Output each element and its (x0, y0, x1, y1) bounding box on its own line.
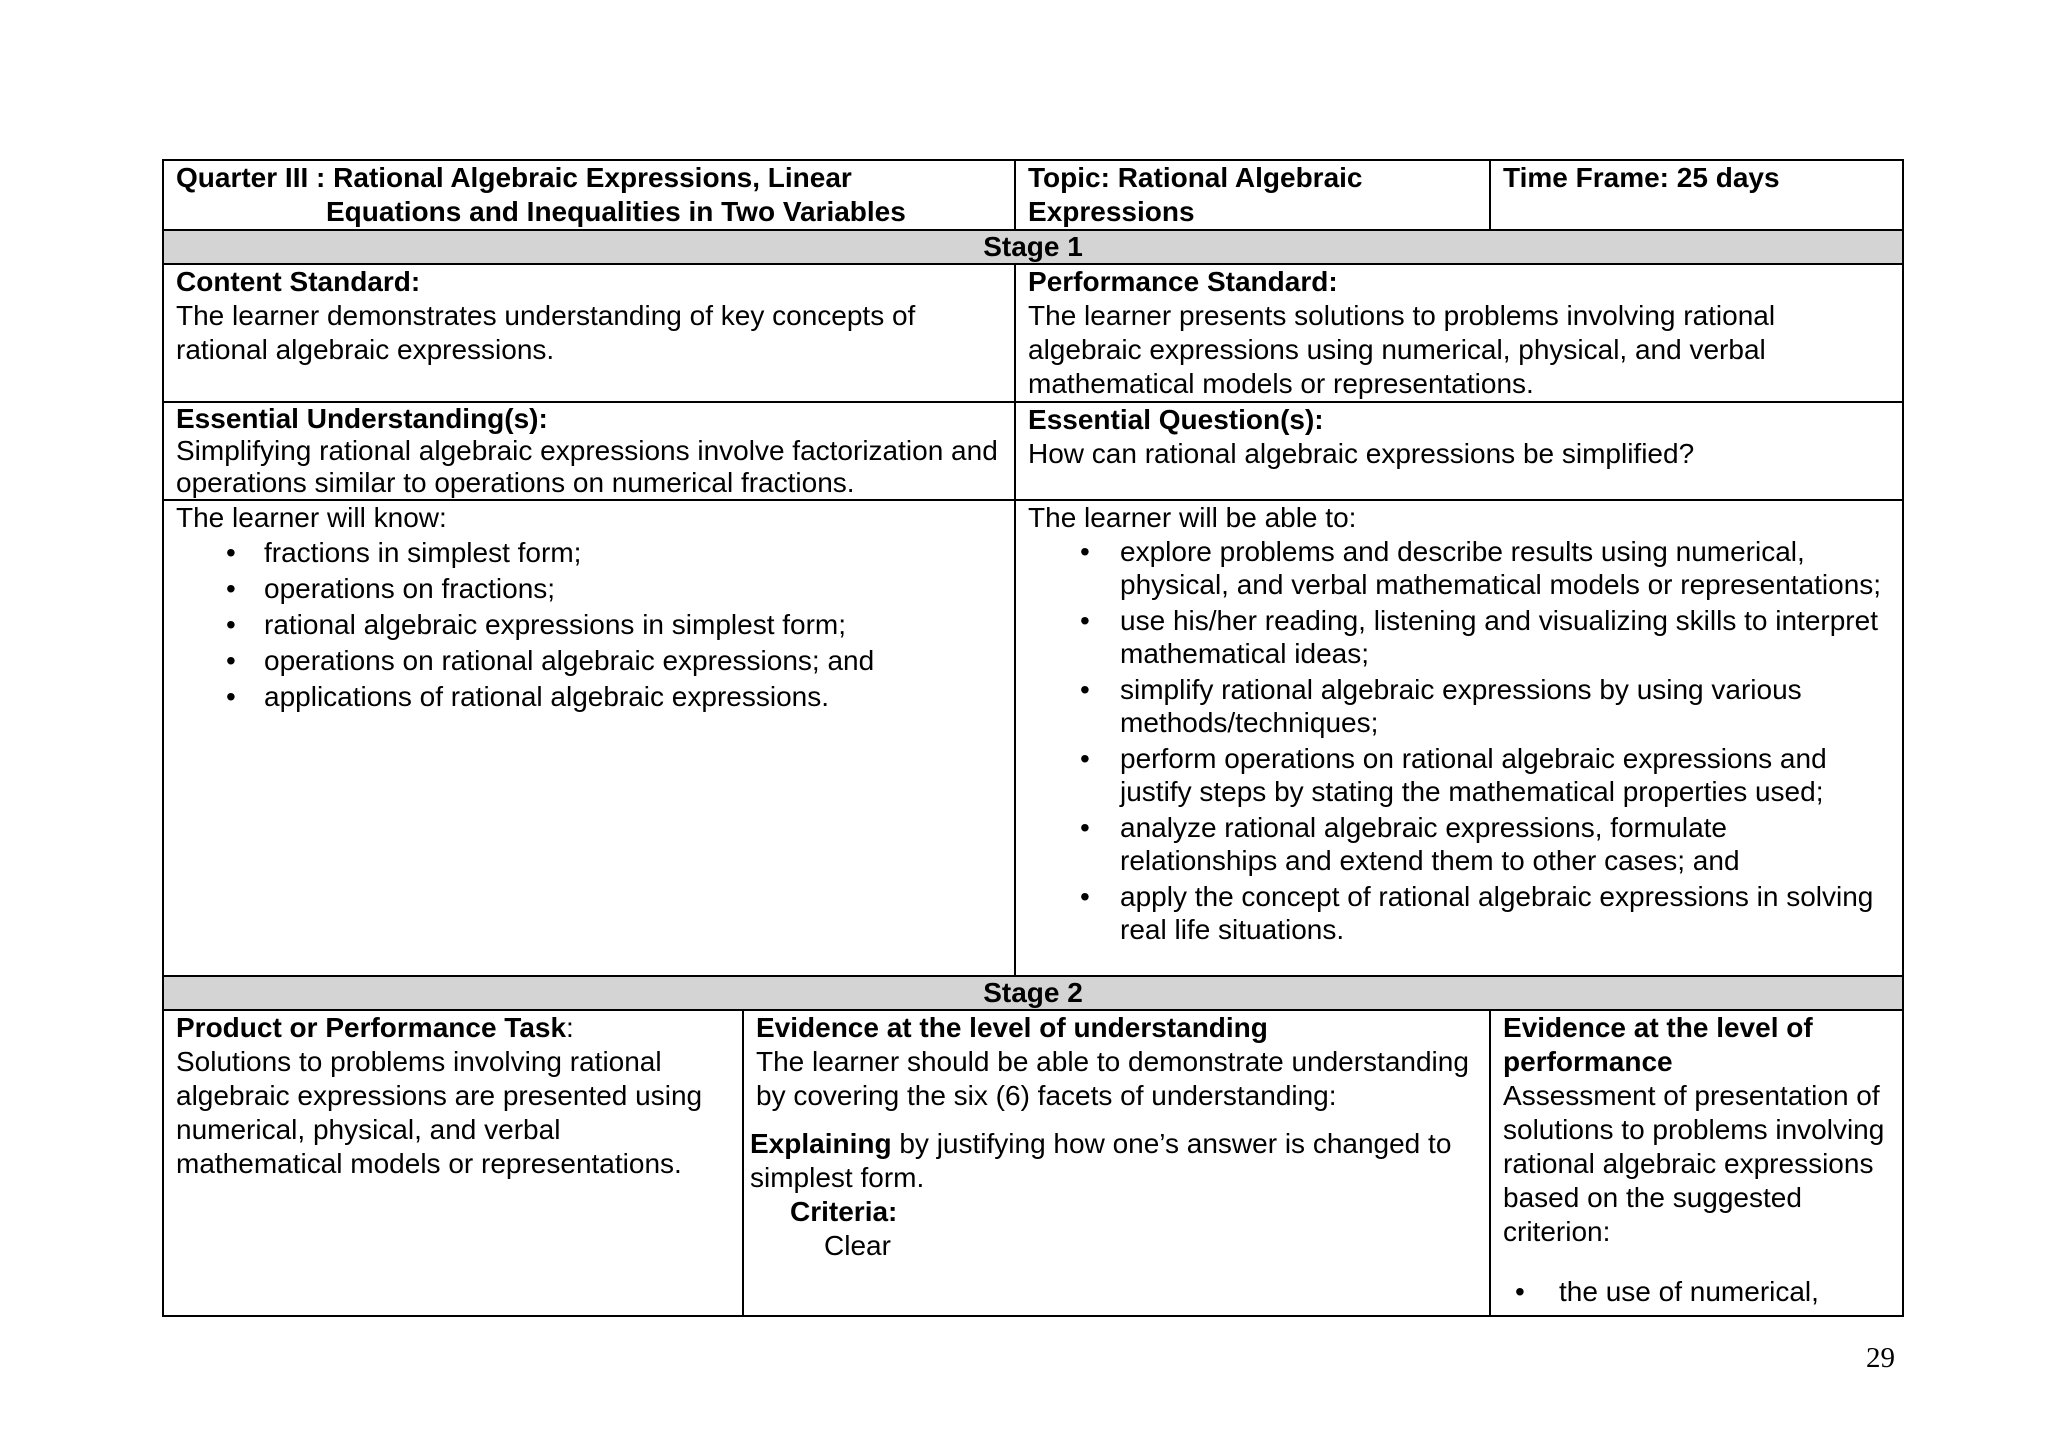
quarter-line-2: Equations and Inequalities in Two Variables (326, 196, 906, 227)
stage1-label: Stage 1 (163, 230, 1903, 264)
list-item: • perform operations on rational algebraic expressions and justify steps by stating the mathematical properties used; (1080, 743, 1827, 807)
quarter-cell (163, 160, 1015, 230)
list-item: • the use of numerical, (1515, 1276, 1819, 1307)
essential-row (163, 402, 1903, 500)
explaining-text: by justifying how one’s answer is changed to simplest form. (750, 1128, 1452, 1193)
product-task-text: Solutions to problems involving rational algebraic expressions are presented using numerical, physical, and verbal mathematical models or representations. (176, 1046, 703, 1179)
list-item: • explore problems and describe results using numerical, physical, and verbal mathematical models or representations; (1080, 536, 1882, 600)
content-standard-title: Content Standard: (176, 266, 421, 297)
evidence-performance-text: Assessment of presentation of solutions to problems involving rational algebraic expressions based on the suggested criterion: (1503, 1080, 1885, 1247)
bullet-icon: • (1080, 812, 1090, 843)
performance-standard-title: Performance Standard: (1028, 266, 1338, 297)
essential-question-text: How can rational algebraic expressions be simplified? (1028, 438, 1695, 469)
bullet-icon: • (226, 609, 236, 640)
learner-know-list (222, 535, 1002, 715)
content-standard-cell (163, 264, 1015, 402)
topic-text: Topic: Rational Algebraic Expressions (1028, 162, 1363, 227)
learner-able-list (1062, 535, 1890, 946)
document-page (162, 159, 1902, 1317)
bullet-icon: • (1080, 743, 1090, 774)
knowledge-skills-row (163, 500, 1903, 976)
bullet-icon: • (226, 573, 236, 604)
list-item: • operations on rational algebraic expressions; and (222, 643, 1002, 679)
page-number: 29 (1866, 1342, 1895, 1374)
bullet-icon: • (226, 645, 236, 676)
list-item: • applications of rational algebraic expressions. (222, 679, 1002, 715)
evidence-performance-cell (1490, 1010, 1903, 1316)
criteria-title: Criteria: (790, 1196, 898, 1227)
list-item: • rational algebraic expressions in simplest form; (222, 607, 1002, 643)
bullet-icon: • (1080, 674, 1090, 705)
stage2-row (163, 976, 1903, 1010)
bullet-icon: • (1515, 1276, 1525, 1307)
learner-know-intro: The learner will know: (176, 502, 447, 533)
essential-understanding-cell (163, 402, 1015, 500)
bullet-icon: • (1080, 605, 1090, 636)
learner-able-intro: The learner will be able to: (1028, 502, 1357, 533)
bullet-icon: • (1080, 536, 1090, 567)
criteria-item: Clear (824, 1230, 891, 1261)
list-item: • fractions in simplest form; (222, 535, 1002, 571)
explaining-paragraph (750, 1127, 1477, 1195)
stage1-row (163, 230, 1903, 264)
list-item: • use his/her reading, listening and visualizing skills to interpret mathematical ideas; (1080, 605, 1878, 669)
learner-know-cell (163, 500, 1015, 976)
time-frame-cell (1490, 160, 1903, 230)
list-item: • operations on fractions; (222, 571, 1002, 607)
performance-standard-text: The learner presents solutions to problems involving rational algebraic expressions using numerical, physical, and verbal mathematical models or representations. (1028, 300, 1776, 399)
product-task-title: Product or Performance Task (176, 1012, 567, 1043)
product-task-colon: : (566, 1012, 574, 1043)
list-item: • analyze rational algebraic expressions, formulate relationships and extend them to other cases; and (1080, 812, 1740, 876)
bullet-icon: • (226, 537, 236, 568)
evidence-understanding-cell (743, 1010, 1490, 1316)
bullet-icon: • (226, 681, 236, 712)
topic-cell (1015, 160, 1490, 230)
content-standard-text: The learner demonstrates understanding of key concepts of rational algebraic expressions. (176, 300, 916, 365)
evidence-row (163, 1010, 1903, 1316)
stage2-label: Stage 2 (163, 976, 1903, 1010)
product-task-cell (163, 1010, 743, 1316)
performance-standard-cell (1015, 264, 1903, 402)
header-row (163, 160, 1903, 230)
evidence-understanding-title: Evidence at the level of understanding (756, 1012, 1268, 1043)
essential-understanding-title: Essential Understanding(s): (176, 403, 548, 434)
essential-question-cell (1015, 402, 1903, 500)
evidence-understanding-text: The learner should be able to demonstrate understanding by covering the six (6) facets of understanding: (756, 1046, 1469, 1111)
list-item: • simplify rational algebraic expressions by using various methods/techniques; (1080, 674, 1802, 738)
quarter-line-1: Quarter III : Rational Algebraic Expressions, Linear (176, 162, 852, 193)
essential-question-title: Essential Question(s): (1028, 404, 1324, 435)
list-item: • apply the concept of rational algebraic expressions in solving real life situations. (1080, 881, 1874, 945)
performance-criteria-list (1503, 1275, 1890, 1309)
evidence-performance-title: Evidence at the level of performance (1503, 1012, 1813, 1077)
time-frame-text: Time Frame: 25 days (1503, 162, 1780, 193)
standards-row (163, 264, 1903, 402)
learner-able-cell (1015, 500, 1903, 976)
essential-understanding-text: Simplifying rational algebraic expressions involve factorization and operations similar to operations on numerical fractions. (176, 435, 998, 498)
bullet-icon: • (1080, 881, 1090, 912)
curriculum-table (162, 159, 1904, 1317)
explaining-label: Explaining (750, 1128, 892, 1159)
